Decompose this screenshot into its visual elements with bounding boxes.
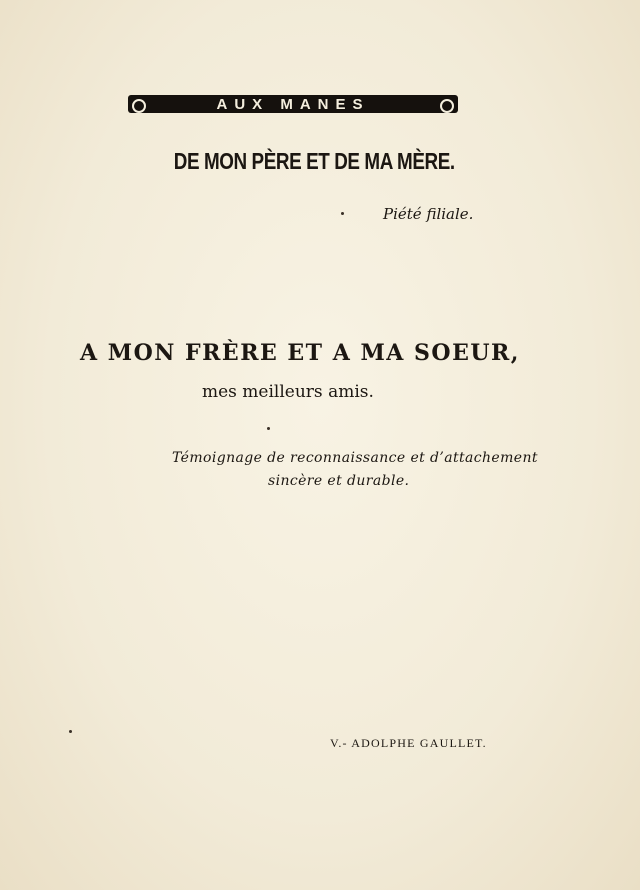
aux-manes-banner [128, 93, 458, 115]
author-signature: V.- ADOLPHE GAULLET. [330, 736, 487, 750]
ink-speck [341, 212, 344, 215]
dedication-siblings-subtitle: mes meilleurs amis. [202, 382, 374, 402]
ink-speck [69, 730, 72, 733]
dedication-parents-motto: Piété filiale. [383, 205, 474, 223]
banner-text: AUX MANES [216, 95, 370, 113]
tribute-line-2: sincère et durable. [268, 473, 410, 489]
banner-bar [128, 95, 458, 113]
tribute-line-1: Témoignage de reconnaissance et d’attachement [172, 450, 538, 466]
dedication-parents-title: DE MON PÈRE ET DE MA MÈRE. [173, 148, 455, 174]
dedication-siblings-title: A MON FRÈRE ET A MA SOEUR, [80, 340, 520, 366]
ink-speck [267, 427, 270, 430]
